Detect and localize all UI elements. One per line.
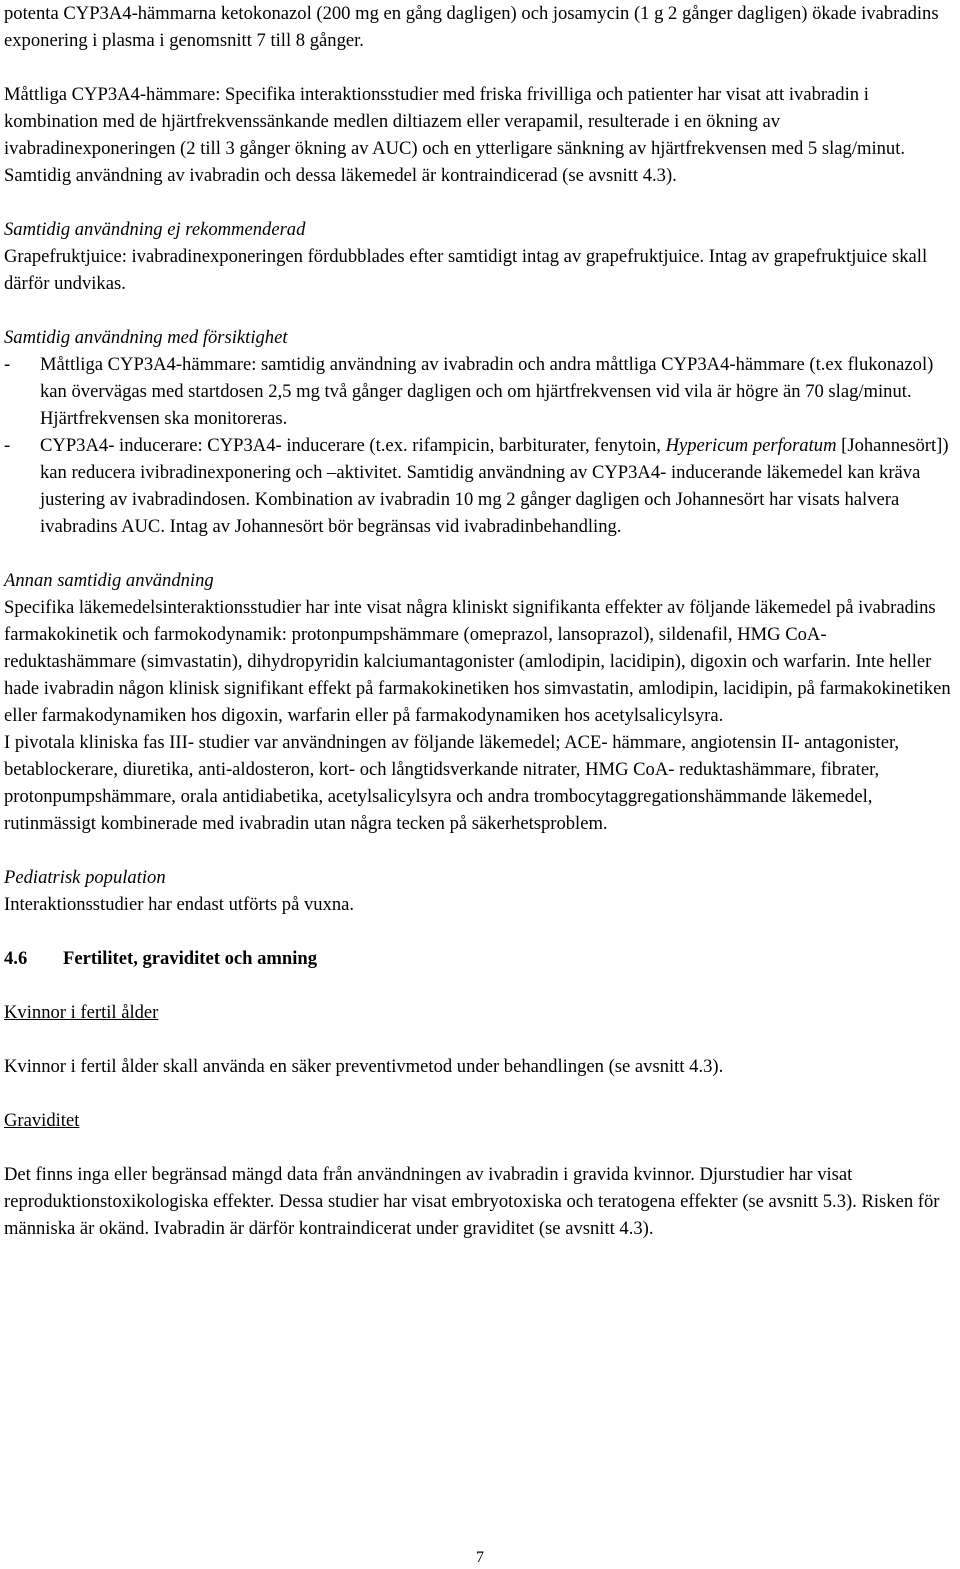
list-dash: - bbox=[4, 354, 11, 375]
paragraph-women: Kvinnor i fertil ålder skall använda en säker preventivmetod under behandlingen (se avsnitt 4.3). bbox=[4, 1056, 724, 1077]
subheading-pregnancy-text: Graviditet bbox=[4, 1110, 80, 1131]
section-number: 4.6 bbox=[4, 948, 28, 969]
subheading-caution bbox=[4, 324, 952, 351]
subheading-pregnancy bbox=[4, 1107, 952, 1134]
subheading-not-recommended bbox=[4, 216, 952, 243]
subheading-caution-text: Samtidig användning med försiktighet bbox=[4, 327, 288, 348]
subheading-pediatric bbox=[4, 864, 952, 891]
paragraph-strong-inhibitors: potenta CYP3A4-hämmarna ketokonazol (200 mg en gång dagligen) och josamycin (1 g 2 gånger dagligen) ökade ivabradins exponering i plasma i genomsnitt 7 till 8 gånger. bbox=[4, 3, 939, 51]
paragraph-pregnancy: Det finns inga eller begränsad mängd data från användningen av ivabradin i gravida kvinnor. Djurstudier har visat reproduktionstoxikologiska effekter. Dessa studier har visat embryotoxiska och teratogena effekter (se avsnitt 5.3). Risken för människa är okänd. Ivabradin är därför kontraindicerat under graviditet (se avsnitt 4.3). bbox=[4, 1164, 940, 1239]
list-item-italic-text: Hypericum perforatum bbox=[665, 435, 837, 456]
paragraph-pediatric: Interaktionsstudier har endast utförts på vuxna. bbox=[4, 894, 355, 915]
list-dash: - bbox=[4, 435, 11, 456]
list-item bbox=[4, 351, 952, 432]
subheading-women bbox=[4, 999, 952, 1026]
section-heading bbox=[4, 945, 952, 972]
paragraph-other-2: I pivotala kliniska fas III- studier var användningen av följande läkemedel; ACE- hämmare, angiotensin II- antagonister, betablockerare, diuretika, anti-aldosteron, kort- och långtidsverkande nitrater, HMG CoA- reduktashämmare, fibrater, protonpumpshämmare, orala antidiabetika, acetylsalicylsyra och andra trombocytaggregationshämmande läkemedel, rutinmässigt kombinerade med ivabradin utan några tecken på säkerhetsproblem. bbox=[4, 732, 900, 834]
list-item bbox=[4, 432, 952, 540]
list-item-text-continued: [Johannesört]) kan reducera ivibradinexponering och –aktivitet. Samtidig användning av CYP3A4- inducerande läkemedel kan kräva justering av ivabradindosen. Kombination av ivabradin 10 mg 2 gånger dagligen och Johannesört har visats halvera ivabradins AUC. Intag av Johannesört bör begränsas vid ivabradinbehandling. bbox=[40, 435, 949, 537]
subheading-pediatric-text: Pediatrisk population bbox=[4, 867, 166, 888]
paragraph-other-1: Specifika läkemedelsinteraktionsstudier har inte visat några kliniskt signifikanta effekter av följande läkemedel på ivabradins farmakokinetik och farmokodynamik: protonpumpshämmare (omeprazol, lansoprazol), sildenafil, HMG CoA- reduktashämmare (simvastatin), dihydropyridin kalciumantagonister (amlodipin, lacidipin), digoxin och warfarin. Inte heller hade ivabradin någon klinisk signifikant effekt på farmakokinetiken hos simvastatin, amlodipin, lacidipin, på farmakokinetiken eller farmakodynamiken hos digoxin, warfarin eller på farmakodynamiken hos acetylsalicylsyra. bbox=[4, 597, 951, 726]
section-title: Fertilitet, graviditet och amning bbox=[63, 948, 318, 969]
paragraph-grapefruit: Grapefruktjuice: ivabradinexponeringen fördubblades efter samtidigt intag av grapefruktjuice. Intag av grapefruktjuice skall därför undvikas. bbox=[4, 246, 928, 294]
paragraph-moderate-inhibitors: Måttliga CYP3A4-hämmare: Specifika interaktionsstudier med friska frivilliga och patienter har visat att ivabradin i kombination med de hjärtfrekvenssänkande medlen diltiazem eller verapamil, resulterade i en ökning av ivabradinexponeringen (2 till 3 gånger ökning av AUC) och en ytterligare sänkning av hjärtfrekvensen med 5 slag/minut. Samtidig användning av ivabradin och dessa läkemedel är kontraindicerad (se avsnitt 4.3). bbox=[4, 84, 906, 186]
document-page bbox=[4, 0, 952, 1242]
list-item-text: Måttliga CYP3A4-hämmare: samtidig användning av ivabradin och andra måttliga CYP3A4-hämmare (t.ex flukonazol) kan övervägas med startdosen 2,5 mg två gånger dagligen och om hjärtfrekvensen vid vila är högre än 70 slag/minut. Hjärtfrekvensen ska monitoreras. bbox=[40, 354, 934, 429]
page-number: 7 bbox=[476, 1549, 484, 1566]
subheading-other bbox=[4, 567, 952, 594]
list-item-text: CYP3A4- inducerare: CYP3A4- inducerare (t.ex. rifampicin, barbiturater, fenytoin, bbox=[40, 435, 666, 456]
subheading-women-text: Kvinnor i fertil ålder bbox=[4, 1002, 159, 1023]
subheading-not-recommended-text: Samtidig användning ej rekommenderad bbox=[4, 219, 306, 240]
subheading-other-text: Annan samtidig användning bbox=[4, 570, 214, 591]
caution-list bbox=[4, 351, 952, 540]
